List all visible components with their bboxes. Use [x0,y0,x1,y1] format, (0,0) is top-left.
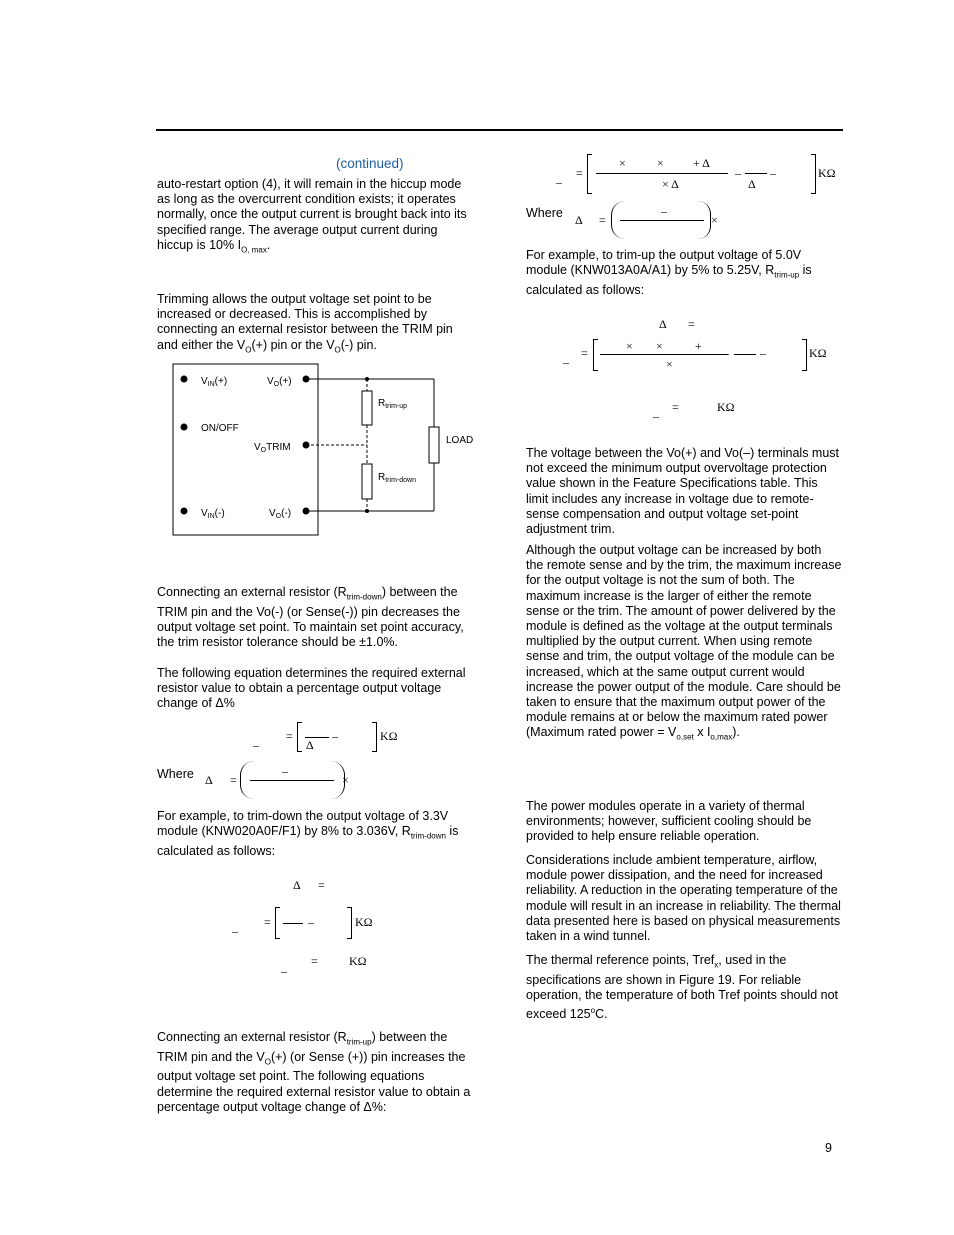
onoff-pin [181,424,188,431]
text: (+) (or Sense (+)) pin increases the output voltage set point. The following equations determine the required external resistor value to obtain a percentage output voltage change of Δ%: [157,1049,471,1114]
paragraph-hiccup [157,177,477,258]
label-rtrim-up: $R_{trim-up}$ [378,398,408,410]
text: C. [595,1007,608,1022]
ex1-bracket-right [347,907,352,939]
ex2-unit: KΩ [809,346,827,360]
text: x I [693,725,711,740]
text: Trimming allows the output voltage set point to be increased or decreased. This is accomplished by connecting an external resistor between the TRIM pin and either the V [157,292,453,352]
paragraph-thermal-considerations: Considerations include ambient temperature, airflow, module power dissipation, and the need for increased reliability. A reduction in the operating temperature of the module will result in an increase in reliability. The thermal data presented here is based on physical measurements taken in a wind tunnel. [526,853,841,944]
ex2-equals2: = [581,346,588,360]
eq2-delta: Δ [748,177,756,191]
where1-minus: – [282,764,288,778]
page-number: 9 [825,1141,832,1155]
text: For example, to trim-down the output voltage of 3.3V module (KNW020A0F/F1) by 8% to 3.036V, R [157,809,449,839]
text: is calculated as follows: [157,824,459,858]
label-rtrim-down: $R_{trim-down}$ [378,472,416,484]
subscript: o,set [676,732,694,742]
trim-circuit-diagram [150,355,480,545]
subscript: O [245,345,252,355]
eq2-fraction-bar-2 [745,173,767,174]
ex1-equals3: = [311,954,318,968]
label-vin-plus: $V_{IN}(+)$ [201,376,228,388]
eq1-sub: _ [253,734,259,748]
text: auto-restart option (4), it will remain in the hiccup mode as long as the overcurrent condition exists; it operates normally, once the output current is brought back into its specified range. The average output current during hiccup is 10% I [157,177,467,252]
subscript: trim-up [774,270,800,280]
ex1-minus: – [308,915,314,929]
ex2-sub2: _ [653,405,659,419]
subscript: O, max [241,245,267,255]
text: Although the output voltage can be increased by both the remote sense and by the trim, the maximum increase for the output voltage is not the sum of both. The maximum increase is the larger of either the remote sense or the trim. The amount of power delivered by the module is defined as the voltage at the output terminals multiplied by the output current. When using remote sense and trim, the output voltage of the module can be increased, which at the same output current would increase the power output of the module. Care should be taken to ensure that the maximum output power of the module remains at or below the maximum rated power (Maximum rated power = V [526,543,842,740]
eq1-equals: = [286,729,293,743]
label-votrim: $V_OTRIM$ [254,442,291,454]
label-onoff: ON/OFF [201,423,239,434]
ex2-bracket-right [802,339,807,371]
module-box [173,364,318,535]
where2-times: × [711,213,718,227]
eq2-times1: × [619,156,626,170]
ex1-equals2: = [264,915,271,929]
text: is calculated as follows: [526,263,812,297]
where2-label: Where [526,206,563,220]
ex2-equals3: = [672,400,679,414]
ex2-delta: Δ [659,317,667,331]
paragraph-remote-sense [526,543,842,745]
eq2-minus2: – [770,166,776,180]
text: ) between the TRIM pin and the Vo(-) (or Sense(-)) pin decreases the output voltage set point. To maintain set point accuracy, the trim resistor tolerance should be ±1.0%. [157,585,464,650]
ex2-bracket-left [593,339,598,371]
text: For example, to trim-up the output voltage of 5.0V module (KNW013A0A/A1) by 5% to 5.25V, R [526,248,802,278]
eq2-bracket-left [587,154,592,194]
text: The thermal reference points, Tref [526,953,715,967]
ex2-unit2: KΩ [717,400,735,414]
text: (+) pin or the V [251,337,335,352]
where2-minus: – [661,204,667,218]
paragraph-trim-down-example [157,809,477,859]
text: . [266,237,271,252]
subscript: O [334,345,341,355]
where1-equals: = [230,773,237,787]
text: Connecting an external resistor (R [157,1030,347,1044]
eq2-times2: × [657,156,664,170]
label-load: LOAD [446,435,474,446]
rtrim-up-resistor [362,391,372,425]
eq1-delta: Δ [306,738,314,752]
ex1-delta: Δ [293,878,301,892]
superscript: o [590,1006,596,1016]
paragraph-thermal-reference [526,953,842,1022]
eq2-sub: _ [556,171,562,185]
label-vo-minus: $V_O(-)$ [269,508,292,520]
where1-delta: Δ [205,773,213,787]
where2-delta: Δ [575,213,583,227]
eq2-equals: = [576,166,583,180]
text: ). [732,725,740,740]
header-rule [156,129,843,131]
ex1-sub: _ [232,920,238,934]
where2-paren-right [698,201,711,239]
vin-minus-pin [181,508,188,515]
label-vin-minus: $V_{IN}(-)$ [201,508,225,520]
paragraph-thermal-intro: The power modules operate in a variety of thermal environments; however, sufficient cooling should be provided to help ensure reliable operation. [526,799,812,844]
text: , used in the specifications are shown in Figure 19. For reliable operation, the temperature of both Tref points should not exceed 125 [526,953,839,1022]
text: ) between the TRIM pin and the V [157,1030,448,1064]
ex2-minus2: – [760,346,766,360]
eq1-bracket-right [372,722,377,752]
text: (-) pin. [340,337,377,352]
paragraph-trim-up-example [526,248,842,298]
ex1-sub2: _ [281,960,287,974]
continued-label: (continued) [336,156,404,171]
subscript: trim-down [410,831,446,841]
eq2-plus-delta: + Δ [693,156,710,170]
text: Connecting an external resistor (R [157,585,347,599]
where1-fraction-bar [250,780,334,781]
ex2-times2: × [656,339,663,353]
ex1-equals: = [318,878,325,892]
eq2-bracket-right [811,154,816,194]
subscript: x [714,960,719,970]
ex2-minus: – [723,346,729,360]
paragraph-ovp-limit: The voltage between the Vo(+) and Vo(–) terminals must not exceed the minimum output overvoltage protection value shown in the Feature Specifications table. This limit includes any increase in voltage due to remote-sense compensation and output voltage set-point adjustment trim. [526,446,840,537]
subscript: O [264,1057,271,1067]
eq2-fraction-bar [596,173,728,174]
paragraph-trim-up [157,1030,477,1115]
ex1-unit: KΩ [355,915,373,929]
eq1-minus: – [332,729,338,743]
ex1-fraction-bar [283,923,303,924]
where2-equals: = [599,213,606,227]
paragraph-equation-intro: The following equation determines the required external resistor value to obtain a percentage output voltage change of Δ% [157,666,466,711]
subscript: trim-up [346,1037,372,1047]
ex2-plus: + [695,339,702,353]
eq2-minus: – [735,166,741,180]
eq1-bracket-left [297,722,302,752]
ex2-times3: × [666,357,673,371]
eq1-unit: KΩ [380,729,398,743]
vin-plus-pin [181,376,188,383]
ex1-unit2: KΩ [349,954,367,968]
paragraph-trim-down [157,585,477,650]
where2-fraction-bar [620,220,704,221]
eq2-times-delta: × Δ [662,177,679,191]
ex2-equals: = [688,317,695,331]
subscript: o,max [710,732,733,742]
subscript: trim-down [346,592,382,602]
load-resistor [429,427,439,463]
paragraph-trimming [157,292,477,357]
where1-times: × [342,773,349,787]
ex2-fraction-bar-2 [734,354,756,355]
rtrim-down-resistor [362,464,372,499]
ex1-bracket-left [275,907,280,939]
ex2-sub: _ [563,351,569,365]
where1-label: Where [157,767,194,781]
ex2-fraction-bar [600,354,728,355]
ex2-times1: × [626,339,633,353]
eq2-unit: KΩ [818,166,836,180]
label-vo-plus: $V_O(+)$ [267,376,292,388]
